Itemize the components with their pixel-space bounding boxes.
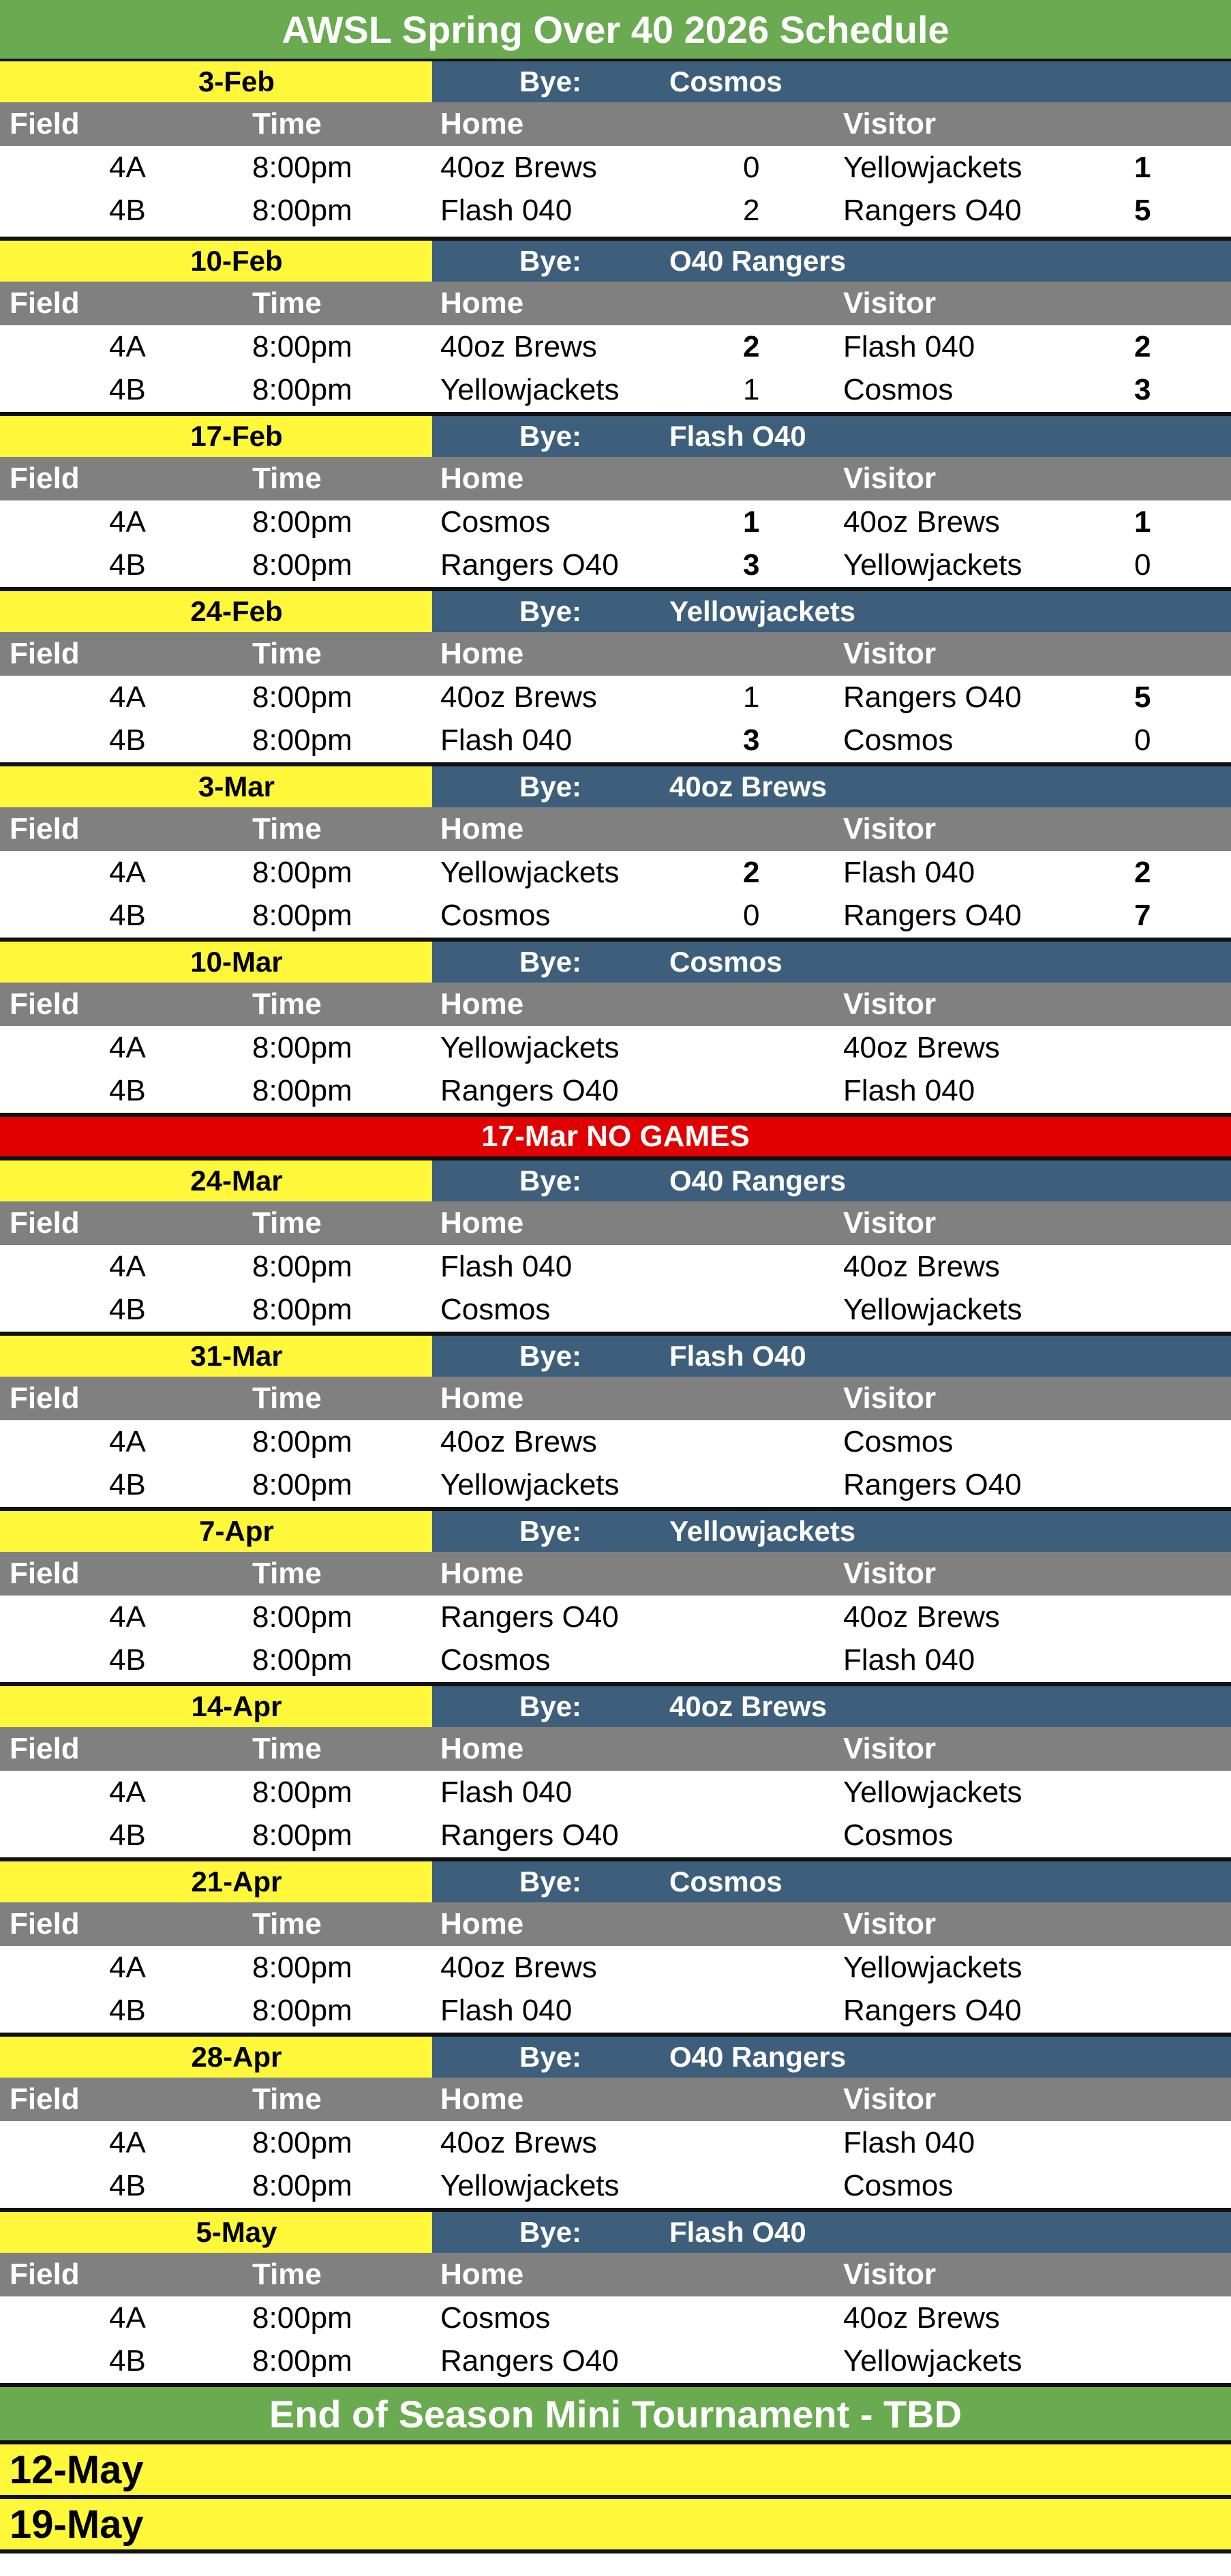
header-field: Field — [10, 107, 80, 140]
home-score: 3 — [743, 723, 760, 757]
bye-cell — [432, 1686, 1231, 1727]
home-team: 40oz Brews — [440, 150, 597, 184]
week-header — [0, 1861, 1231, 1902]
game-field: 4B — [109, 2168, 146, 2202]
visitor-team: Cosmos — [843, 372, 954, 406]
header-visitor: Visitor — [843, 462, 937, 495]
visitor-team: Flash 040 — [843, 1073, 975, 1107]
bye-label: Bye: — [519, 1340, 582, 1372]
home-team: 40oz Brews — [440, 680, 597, 714]
header-field: Field — [10, 1381, 80, 1415]
game-row — [0, 1814, 1231, 1857]
game-row — [0, 1245, 1231, 1288]
visitor-score: 5 — [1134, 193, 1151, 227]
header-time: Time — [252, 1206, 322, 1240]
visitor-team: Yellowjackets — [843, 1775, 1022, 1809]
column-header-row — [0, 102, 1231, 146]
header-time: Time — [252, 987, 322, 1021]
home-team: Yellowjackets — [440, 1467, 620, 1501]
home-team: 40oz Brews — [440, 2125, 597, 2159]
week-date: 7-Apr — [0, 1511, 432, 1552]
bye-label: Bye: — [519, 1515, 582, 1547]
game-time: 8:00pm — [252, 1030, 352, 1064]
week-header — [0, 2212, 1231, 2253]
game-field: 4B — [109, 1993, 146, 2027]
column-header-row — [0, 2078, 1231, 2121]
game-field: 4B — [109, 193, 146, 227]
game-time: 8:00pm — [252, 1643, 352, 1677]
bye-label: Bye: — [519, 770, 582, 803]
week-date: 28-Apr — [0, 2037, 432, 2078]
week-block — [0, 1156, 1231, 1331]
game-row — [0, 1420, 1231, 1463]
header-field: Field — [10, 286, 80, 320]
week-block — [0, 237, 1231, 411]
tournament-date: 12-May — [0, 2440, 1231, 2499]
visitor-team: Cosmos — [843, 723, 954, 757]
bye-cell — [432, 1511, 1231, 1552]
bye-label: Bye: — [519, 595, 582, 627]
header-home: Home — [440, 987, 524, 1021]
week-header — [0, 591, 1231, 632]
visitor-team: Rangers O40 — [843, 680, 1022, 714]
game-time: 8:00pm — [252, 2168, 352, 2202]
home-team: Cosmos — [440, 1292, 551, 1326]
week-block — [0, 762, 1231, 937]
game-time: 8:00pm — [252, 1292, 352, 1326]
visitor-team: Yellowjackets — [843, 548, 1022, 582]
visitor-team: Yellowjackets — [843, 2343, 1022, 2378]
home-team: Rangers O40 — [440, 1818, 619, 1852]
header-home: Home — [440, 2082, 524, 2116]
week-date: 5-May — [0, 2212, 432, 2253]
game-time: 8:00pm — [252, 1775, 352, 1809]
visitor-team: Rangers O40 — [843, 193, 1022, 227]
visitor-team: Flash 040 — [843, 329, 975, 363]
game-row — [0, 1069, 1231, 1112]
bye-team: Flash O40 — [669, 420, 806, 452]
header-visitor: Visitor — [843, 2258, 937, 2291]
game-time: 8:00pm — [252, 855, 352, 889]
bye-label: Bye: — [519, 65, 582, 98]
home-score: 1 — [743, 680, 760, 714]
bye-cell — [432, 942, 1231, 983]
tournament-banner: End of Season Mini Tournament - TBD — [0, 2383, 1231, 2440]
header-visitor: Visitor — [843, 637, 937, 670]
game-field: 4A — [109, 505, 146, 539]
home-team: Flash 040 — [440, 1993, 573, 2027]
visitor-score: 0 — [1134, 548, 1151, 582]
header-time: Time — [252, 1381, 322, 1415]
week-date: 3-Feb — [0, 61, 432, 102]
visitor-team: 40oz Brews — [843, 1030, 1000, 1064]
home-score: 3 — [743, 548, 760, 582]
bye-label: Bye: — [519, 2216, 582, 2248]
game-field: 4B — [109, 1818, 146, 1852]
header-time: Time — [252, 1907, 322, 1941]
bye-cell — [432, 241, 1231, 282]
column-header-row — [0, 1727, 1231, 1771]
week-block — [0, 1857, 1231, 2032]
column-header-row — [0, 1902, 1231, 1946]
game-time: 8:00pm — [252, 723, 352, 757]
home-team: Yellowjackets — [440, 372, 620, 406]
bye-label: Bye: — [519, 2041, 582, 2073]
bye-label: Bye: — [519, 1165, 582, 1197]
game-row — [0, 676, 1231, 719]
visitor-team: Rangers O40 — [843, 1993, 1022, 2027]
week-date: 24-Mar — [0, 1160, 432, 1201]
game-row — [0, 543, 1231, 586]
game-field: 4A — [109, 1424, 146, 1458]
column-header-row — [0, 1377, 1231, 1420]
visitor-team: Cosmos — [843, 1424, 954, 1458]
visitor-score: 1 — [1134, 150, 1151, 184]
game-time: 8:00pm — [252, 1818, 352, 1852]
header-home: Home — [440, 1381, 524, 1415]
visitor-team: Yellowjackets — [843, 150, 1022, 184]
home-team: 40oz Brews — [440, 329, 597, 363]
game-row — [0, 2121, 1231, 2164]
bye-cell — [432, 61, 1231, 102]
bye-cell — [432, 1160, 1231, 1201]
header-visitor: Visitor — [843, 987, 937, 1021]
bye-team: 40oz Brews — [669, 770, 827, 803]
home-score: 1 — [743, 505, 760, 539]
week-header — [0, 1511, 1231, 1552]
home-team: Cosmos — [440, 2301, 551, 2335]
game-field: 4A — [109, 855, 146, 889]
visitor-score: 5 — [1134, 680, 1151, 714]
visitor-score: 2 — [1134, 329, 1151, 363]
bye-team: Yellowjackets — [669, 595, 856, 627]
header-home: Home — [440, 2258, 524, 2291]
home-team: Rangers O40 — [440, 1073, 619, 1107]
header-home: Home — [440, 1732, 524, 1765]
home-score: 1 — [743, 372, 760, 406]
game-field: 4A — [109, 329, 146, 363]
game-time: 8:00pm — [252, 1467, 352, 1501]
week-block — [0, 412, 1231, 586]
game-row — [0, 1771, 1231, 1814]
schedule-title: AWSL Spring Over 40 2026 Schedule — [0, 0, 1231, 61]
header-time: Time — [252, 1732, 322, 1765]
visitor-team: Flash 040 — [843, 1643, 975, 1677]
bye-team: O40 Rangers — [669, 245, 847, 277]
header-home: Home — [440, 462, 524, 495]
week-block — [0, 1682, 1231, 1857]
home-team: Flash 040 — [440, 1249, 573, 1283]
home-score: 2 — [743, 855, 760, 889]
week-block — [0, 1332, 1231, 1506]
week-header — [0, 416, 1231, 457]
header-field: Field — [10, 1557, 80, 1590]
home-team: Cosmos — [440, 898, 551, 932]
game-field: 4A — [109, 680, 146, 714]
visitor-team: 40oz Brews — [843, 2301, 1000, 2335]
visitor-score: 3 — [1134, 372, 1151, 406]
bye-label: Bye: — [519, 1690, 582, 1722]
header-home: Home — [440, 107, 524, 140]
bye-cell — [432, 416, 1231, 457]
game-field: 4A — [109, 1600, 146, 1634]
no-games-banner: 17-Mar NO GAMES — [0, 1113, 1231, 1156]
week-header — [0, 1336, 1231, 1377]
home-team: Yellowjackets — [440, 855, 620, 889]
column-header-row — [0, 1201, 1231, 1245]
bye-team: Cosmos — [669, 946, 782, 978]
bye-team: Flash O40 — [669, 2216, 806, 2248]
header-field: Field — [10, 2258, 80, 2291]
column-header-row — [0, 632, 1231, 676]
header-field: Field — [10, 637, 80, 670]
game-time: 8:00pm — [252, 1993, 352, 2027]
game-field: 4B — [109, 2343, 146, 2378]
bye-cell — [432, 2037, 1231, 2078]
game-field: 4A — [109, 1950, 146, 1984]
visitor-team: Yellowjackets — [843, 1950, 1022, 1984]
game-time: 8:00pm — [252, 548, 352, 582]
game-row — [0, 894, 1231, 937]
bye-cell — [432, 1336, 1231, 1377]
week-header — [0, 1160, 1231, 1201]
header-time: Time — [252, 2258, 322, 2291]
home-team: Flash 040 — [440, 723, 573, 757]
header-field: Field — [10, 1206, 80, 1240]
game-time: 8:00pm — [252, 1424, 352, 1458]
game-time: 8:00pm — [252, 150, 352, 184]
week-date: 10-Feb — [0, 241, 432, 282]
week-block — [0, 938, 1231, 1112]
header-field: Field — [10, 812, 80, 845]
bye-cell — [432, 766, 1231, 807]
visitor-team: 40oz Brews — [843, 505, 1000, 539]
visitor-team: Yellowjackets — [843, 1292, 1022, 1326]
header-time: Time — [252, 462, 322, 495]
game-field: 4A — [109, 150, 146, 184]
visitor-team: Rangers O40 — [843, 1467, 1022, 1501]
visitor-score: 0 — [1134, 723, 1151, 757]
visitor-team: Cosmos — [843, 2168, 954, 2202]
game-field: 4B — [109, 1643, 146, 1677]
game-field: 4A — [109, 1249, 146, 1283]
game-time: 8:00pm — [252, 1249, 352, 1283]
game-time: 8:00pm — [252, 372, 352, 406]
game-time: 8:00pm — [252, 193, 352, 227]
game-time: 8:00pm — [252, 1950, 352, 1984]
game-row — [0, 2164, 1231, 2207]
visitor-team: Cosmos — [843, 1818, 954, 1852]
header-time: Time — [252, 812, 322, 845]
header-home: Home — [440, 286, 524, 320]
week-block — [0, 61, 1231, 232]
game-field: 4B — [109, 1467, 146, 1501]
bye-cell — [432, 1861, 1231, 1902]
game-row — [0, 2339, 1231, 2382]
week-date: 17-Feb — [0, 416, 432, 457]
visitor-team: Rangers O40 — [843, 898, 1022, 932]
tournament-date: 19-May — [0, 2495, 1231, 2553]
column-header-row — [0, 2253, 1231, 2296]
week-date: 3-Mar — [0, 766, 432, 807]
game-row — [0, 1026, 1231, 1069]
week-header — [0, 766, 1231, 807]
home-team: Yellowjackets — [440, 2168, 620, 2202]
week-block — [0, 2033, 1231, 2207]
game-time: 8:00pm — [252, 2125, 352, 2159]
column-header-row — [0, 457, 1231, 500]
game-row — [0, 851, 1231, 894]
game-row — [0, 719, 1231, 762]
header-visitor: Visitor — [843, 1732, 937, 1765]
week-header — [0, 61, 1231, 102]
week-header — [0, 1686, 1231, 1727]
header-field: Field — [10, 987, 80, 1021]
week-date: 14-Apr — [0, 1686, 432, 1727]
week-header — [0, 2037, 1231, 2078]
header-time: Time — [252, 1557, 322, 1590]
game-field: 4B — [109, 1073, 146, 1107]
header-home: Home — [440, 1206, 524, 1240]
bye-label: Bye: — [519, 946, 582, 978]
column-header-row — [0, 807, 1231, 851]
column-header-row — [0, 282, 1231, 325]
bye-team: O40 Rangers — [669, 2041, 847, 2073]
game-time: 8:00pm — [252, 505, 352, 539]
week-block — [0, 2208, 1231, 2382]
header-visitor: Visitor — [843, 1907, 937, 1941]
game-row — [0, 189, 1231, 232]
bye-team: Flash O40 — [669, 1340, 806, 1372]
bye-team: Cosmos — [669, 65, 782, 98]
game-time: 8:00pm — [252, 1073, 352, 1107]
game-time: 8:00pm — [252, 898, 352, 932]
header-time: Time — [252, 286, 322, 320]
game-row — [0, 1596, 1231, 1638]
column-header-row — [0, 1552, 1231, 1596]
game-field: 4A — [109, 2301, 146, 2335]
home-team: Flash 040 — [440, 1775, 573, 1809]
week-header — [0, 241, 1231, 282]
game-row — [0, 2296, 1231, 2339]
week-block — [0, 587, 1231, 762]
home-team: 40oz Brews — [440, 1950, 597, 1984]
game-time: 8:00pm — [252, 329, 352, 363]
header-home: Home — [440, 1907, 524, 1941]
home-team: Cosmos — [440, 1643, 551, 1677]
week-header — [0, 942, 1231, 983]
header-visitor: Visitor — [843, 1557, 937, 1590]
header-field: Field — [10, 462, 80, 495]
game-row — [0, 146, 1231, 189]
bye-cell — [432, 591, 1231, 632]
game-time: 8:00pm — [252, 2301, 352, 2335]
header-visitor: Visitor — [843, 2082, 937, 2116]
bye-team: O40 Rangers — [669, 1165, 847, 1197]
header-visitor: Visitor — [843, 812, 937, 845]
column-header-row — [0, 983, 1231, 1026]
game-row — [0, 1989, 1231, 2032]
game-row — [0, 1638, 1231, 1681]
visitor-team: Flash 040 — [843, 2125, 975, 2159]
visitor-score: 7 — [1134, 898, 1151, 932]
header-visitor: Visitor — [843, 286, 937, 320]
bye-label: Bye: — [519, 420, 582, 452]
home-score: 2 — [743, 329, 760, 363]
home-team: Rangers O40 — [440, 548, 619, 582]
game-row — [0, 1463, 1231, 1506]
game-row — [0, 1288, 1231, 1331]
header-field: Field — [10, 2082, 80, 2116]
header-time: Time — [252, 107, 322, 140]
game-field: 4A — [109, 1030, 146, 1064]
bye-label: Bye: — [519, 245, 582, 277]
game-row — [0, 1946, 1231, 1989]
game-field: 4A — [109, 1775, 146, 1809]
game-time: 8:00pm — [252, 2343, 352, 2378]
header-visitor: Visitor — [843, 1206, 937, 1240]
bye-team: Yellowjackets — [669, 1515, 856, 1547]
header-field: Field — [10, 1732, 80, 1765]
home-score: 0 — [743, 150, 760, 184]
header-visitor: Visitor — [843, 1381, 937, 1415]
home-team: Cosmos — [440, 505, 551, 539]
home-team: Yellowjackets — [440, 1030, 620, 1064]
home-score: 0 — [743, 898, 760, 932]
bye-cell — [432, 2212, 1231, 2253]
header-time: Time — [252, 2082, 322, 2116]
game-field: 4B — [109, 1292, 146, 1326]
game-field: 4A — [109, 2125, 146, 2159]
game-row — [0, 368, 1231, 411]
bye-label: Bye: — [519, 1866, 582, 1898]
week-block — [0, 1507, 1231, 1681]
week-date: 31-Mar — [0, 1336, 432, 1377]
header-home: Home — [440, 1557, 524, 1590]
header-visitor: Visitor — [843, 107, 937, 140]
game-field: 4B — [109, 372, 146, 406]
week-date: 10-Mar — [0, 942, 432, 983]
week-date: 21-Apr — [0, 1861, 432, 1902]
game-row — [0, 500, 1231, 543]
visitor-team: 40oz Brews — [843, 1600, 1000, 1634]
home-team: Flash 040 — [440, 193, 573, 227]
game-field: 4B — [109, 723, 146, 757]
visitor-score: 1 — [1134, 505, 1151, 539]
visitor-team: Flash 040 — [843, 855, 975, 889]
bye-team: Cosmos — [669, 1866, 782, 1898]
visitor-score: 2 — [1134, 855, 1151, 889]
game-field: 4B — [109, 898, 146, 932]
home-score: 2 — [743, 193, 760, 227]
week-date: 24-Feb — [0, 591, 432, 632]
game-row — [0, 325, 1231, 368]
home-team: 40oz Brews — [440, 1424, 597, 1458]
bye-team: 40oz Brews — [669, 1690, 827, 1722]
game-time: 8:00pm — [252, 1600, 352, 1634]
visitor-team: 40oz Brews — [843, 1249, 1000, 1283]
header-time: Time — [252, 637, 322, 670]
header-field: Field — [10, 1907, 80, 1941]
home-team: Rangers O40 — [440, 1600, 619, 1634]
header-home: Home — [440, 637, 524, 670]
game-time: 8:00pm — [252, 680, 352, 714]
header-home: Home — [440, 812, 524, 845]
home-team: Rangers O40 — [440, 2343, 619, 2378]
game-field: 4B — [109, 548, 146, 582]
